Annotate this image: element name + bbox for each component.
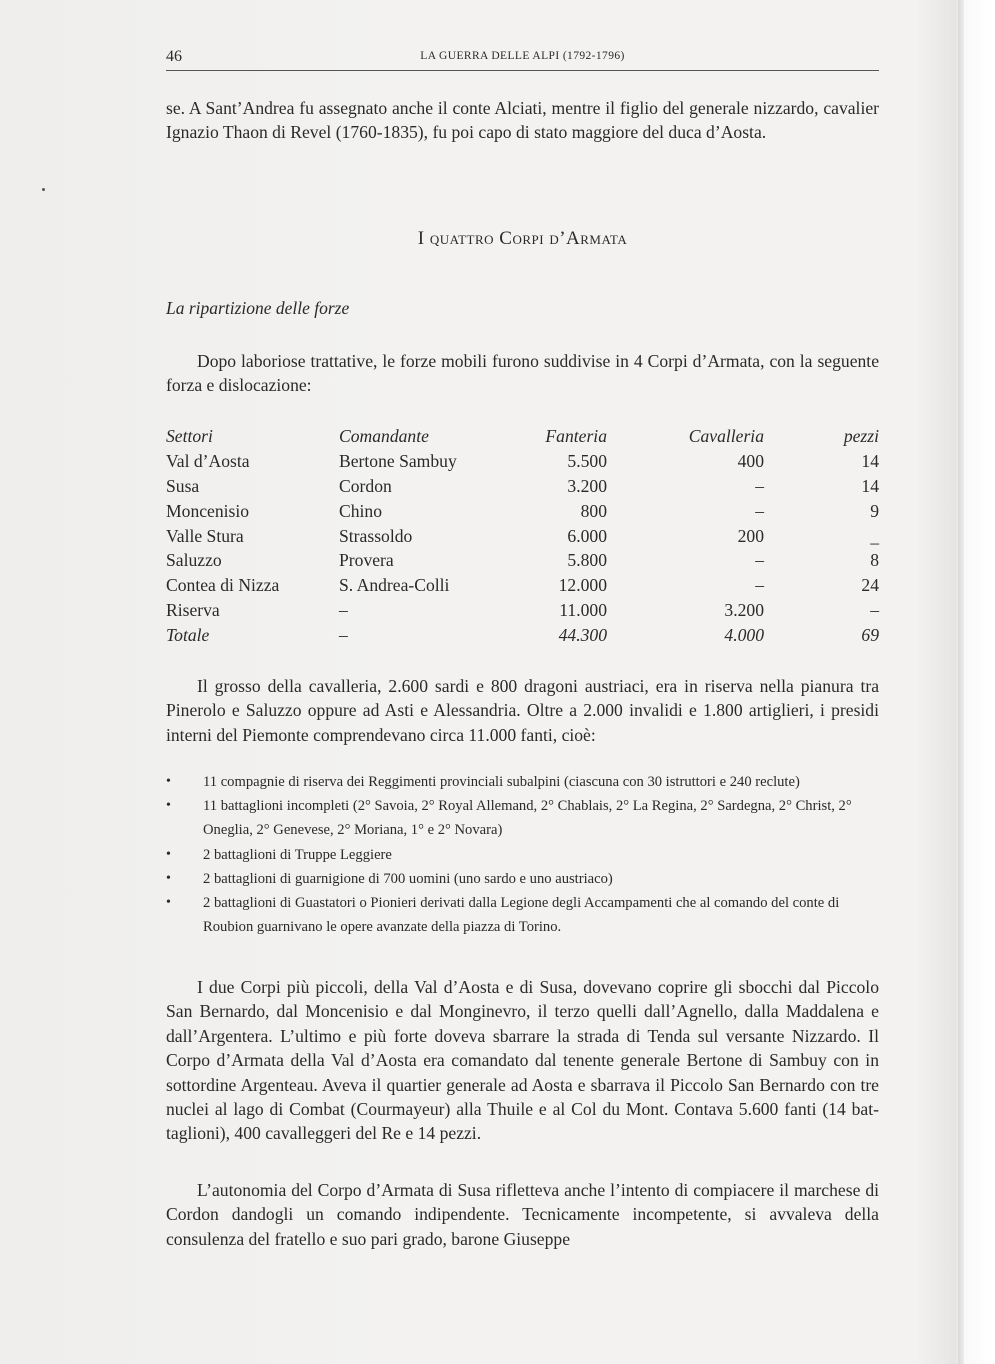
table-cell: Provera [339, 550, 394, 571]
list-item [166, 843, 879, 867]
column-header: pezzi [843, 425, 879, 446]
table-row [166, 598, 879, 623]
page-gutter-shadow [958, 0, 964, 1364]
running-title: LA GUERRA DELLE ALPI (1792-1796) [420, 50, 625, 62]
garrison-list [166, 770, 879, 939]
susa-paragraph: L’autonomia del Corpo d’Armata di Susa rifletteva anche l’intento di compiacere il marchese di Cordon dandogli un comando indipendente. Tecnicamente incompetente, si avvaleva della consulenza del fratello e suo pari grado, barone Giuseppe [166, 1180, 879, 1249]
section-title: I quattro Corpi d’Armata [417, 228, 628, 249]
table-cell: – [755, 575, 764, 596]
table-cell: 12.000 [558, 575, 607, 596]
table-cell: Contea di Nizza [166, 575, 280, 596]
table-cell: Susa [166, 475, 200, 496]
column-header: Settori [166, 425, 213, 446]
list-item [166, 770, 879, 794]
table-cell: Valle Stura [166, 525, 244, 546]
table-cell: 14 [861, 450, 879, 471]
table-cell: 5.800 [567, 550, 607, 571]
page-header [166, 44, 879, 71]
table-cell: 24 [861, 575, 879, 596]
table-cell: 200 [737, 525, 764, 546]
table-cell: 44.300 [558, 625, 607, 646]
table-cell: – [755, 475, 764, 496]
table-cell: S. Andrea-Colli [339, 575, 450, 596]
scan-speck [42, 188, 45, 191]
table-cell: 3.200 [567, 475, 607, 496]
table-cell: Saluzzo [166, 550, 222, 571]
table-cell: 9 [870, 500, 879, 521]
table-row [166, 548, 879, 573]
table-row [166, 573, 879, 598]
corps-paragraph: I due Corpi più piccoli, della Val d’Aosta e di Susa, dovevano coprire gli sbocchi dal Piccolo San Bernardo, dal Moncenisio e dal Monginevro, il terzo quelli dall’Agnello, dalla Maddalena e dall’Argentera. L’ultimo e più forte doveva sbarrare la strada di Tenda sul versante Nizzardo. Il Corpo d’Armata della Val d’Aosta era comandato dal tenente generale Bertone di Sambuy con in sottordine Argenteau. Aveva il quartier generale ad Aosta e sbarrava il Piccolo San Bernardo con tre nuclei al lago di Combat (Courmayeur) alla Thuile e al Col du Mont. Contava 5.600 fanti (14 battaglioni), 400 cavalleggeri del Re e 14 pezzi. [166, 977, 879, 1144]
table-cell: 800 [580, 500, 607, 521]
table-cell: 8 [870, 550, 879, 571]
list-item-text: 11 battaglioni incompleti (2° Savoia, 2° Royal Allemand, 2° Chablais, 2° La Regina, 2° Sardegna, 2° Christ, 2° Oneglia, 2° Genevese, 2° Moriana, 1° e 2° Novara) [203, 798, 852, 839]
table-row [166, 524, 879, 549]
table-cell: 69 [861, 625, 879, 646]
list-item-text: 11 compagnie di riserva dei Reggimenti provinciali subalpini (ciascuna con 30 istruttori e 240 reclute) [203, 774, 800, 790]
table-cell: 4.000 [724, 625, 764, 646]
list-item-text: 2 battaglioni di guarnigione di 700 uomini (uno sardo e uno austriaco) [203, 870, 613, 887]
table-cell: – [339, 600, 348, 621]
intro-paragraph: se. A Sant’Andrea fu assegnato anche il conte Alciati, mentre il figlio del generale nizzardo, cavalier Ignazio Thaon di Revel (1760-1835), fu poi capo di stato maggiore del duca d’Aosta. [166, 98, 879, 143]
list-item-text: 2 battaglioni di Truppe Leggiere [203, 846, 392, 863]
table-cell: 3.200 [724, 600, 764, 621]
table-cell: 400 [737, 450, 764, 471]
table-cell: Totale [166, 625, 210, 646]
table-cell: Val d’Aosta [166, 450, 250, 471]
list-item-text: 2 battaglioni di Guastatori o Pionieri derivati dalla Legione degli Accampamenti che al comando del conte di Roubion guarnivano le opere avanzate della piazza di Torino. [203, 895, 840, 936]
column-header: Comandante [339, 425, 429, 446]
table-cell: – [870, 600, 879, 621]
table-row [166, 499, 879, 524]
table-cell: Strassoldo [339, 525, 413, 546]
bullet-icon: • [166, 870, 171, 886]
table-cell: Moncenisio [166, 500, 250, 521]
table-cell: 5.500 [567, 450, 607, 471]
table-cell: _ [870, 525, 879, 546]
list-item [166, 891, 879, 939]
table-cell: 11.000 [559, 600, 607, 621]
forces-table [166, 424, 879, 648]
list-item [166, 867, 879, 891]
table-cell: Bertone Sambuy [339, 450, 457, 471]
table-cell: 14 [861, 475, 879, 496]
table-total-row [166, 623, 879, 648]
table-cell: Cordon [339, 475, 392, 496]
table-intro-paragraph: Dopo laboriose trattative, le forze mobili furono suddivise in 4 Corpi d’Armata, con la seguente forza e dislocazione: [166, 351, 879, 396]
bullet-icon: • [166, 846, 171, 862]
table-row [166, 474, 879, 499]
table-cell: Chino [339, 500, 383, 521]
table-header-row [166, 424, 879, 449]
table-cell: 6.000 [567, 525, 607, 546]
table-cell: – [755, 550, 764, 571]
page-number: 46 [166, 48, 182, 65]
table-cell: – [339, 625, 348, 646]
table-cell: Riserva [166, 600, 220, 621]
bullet-icon: • [166, 895, 171, 911]
column-header: Fanteria [545, 425, 607, 446]
table-cell: – [755, 500, 764, 521]
list-item [166, 794, 879, 842]
cavalry-paragraph: Il grosso della cavalleria, 2.600 sardi e 800 dragoni austriaci, era in riserva nella pianura tra Pinerolo e Saluzzo oppure ad Asti e Alessandria. Oltre a 2.000 invalidi e 1.800 artiglieri, i presidi interni del Piemonte comprendevano circa 11.000 fanti, cioè: [166, 676, 879, 745]
bullet-icon: • [166, 798, 171, 814]
table-row [166, 449, 879, 474]
bullet-icon: • [166, 774, 171, 789]
subsection-title: La ripartizione delle forze [166, 298, 350, 318]
column-header: Cavalleria [688, 425, 764, 446]
